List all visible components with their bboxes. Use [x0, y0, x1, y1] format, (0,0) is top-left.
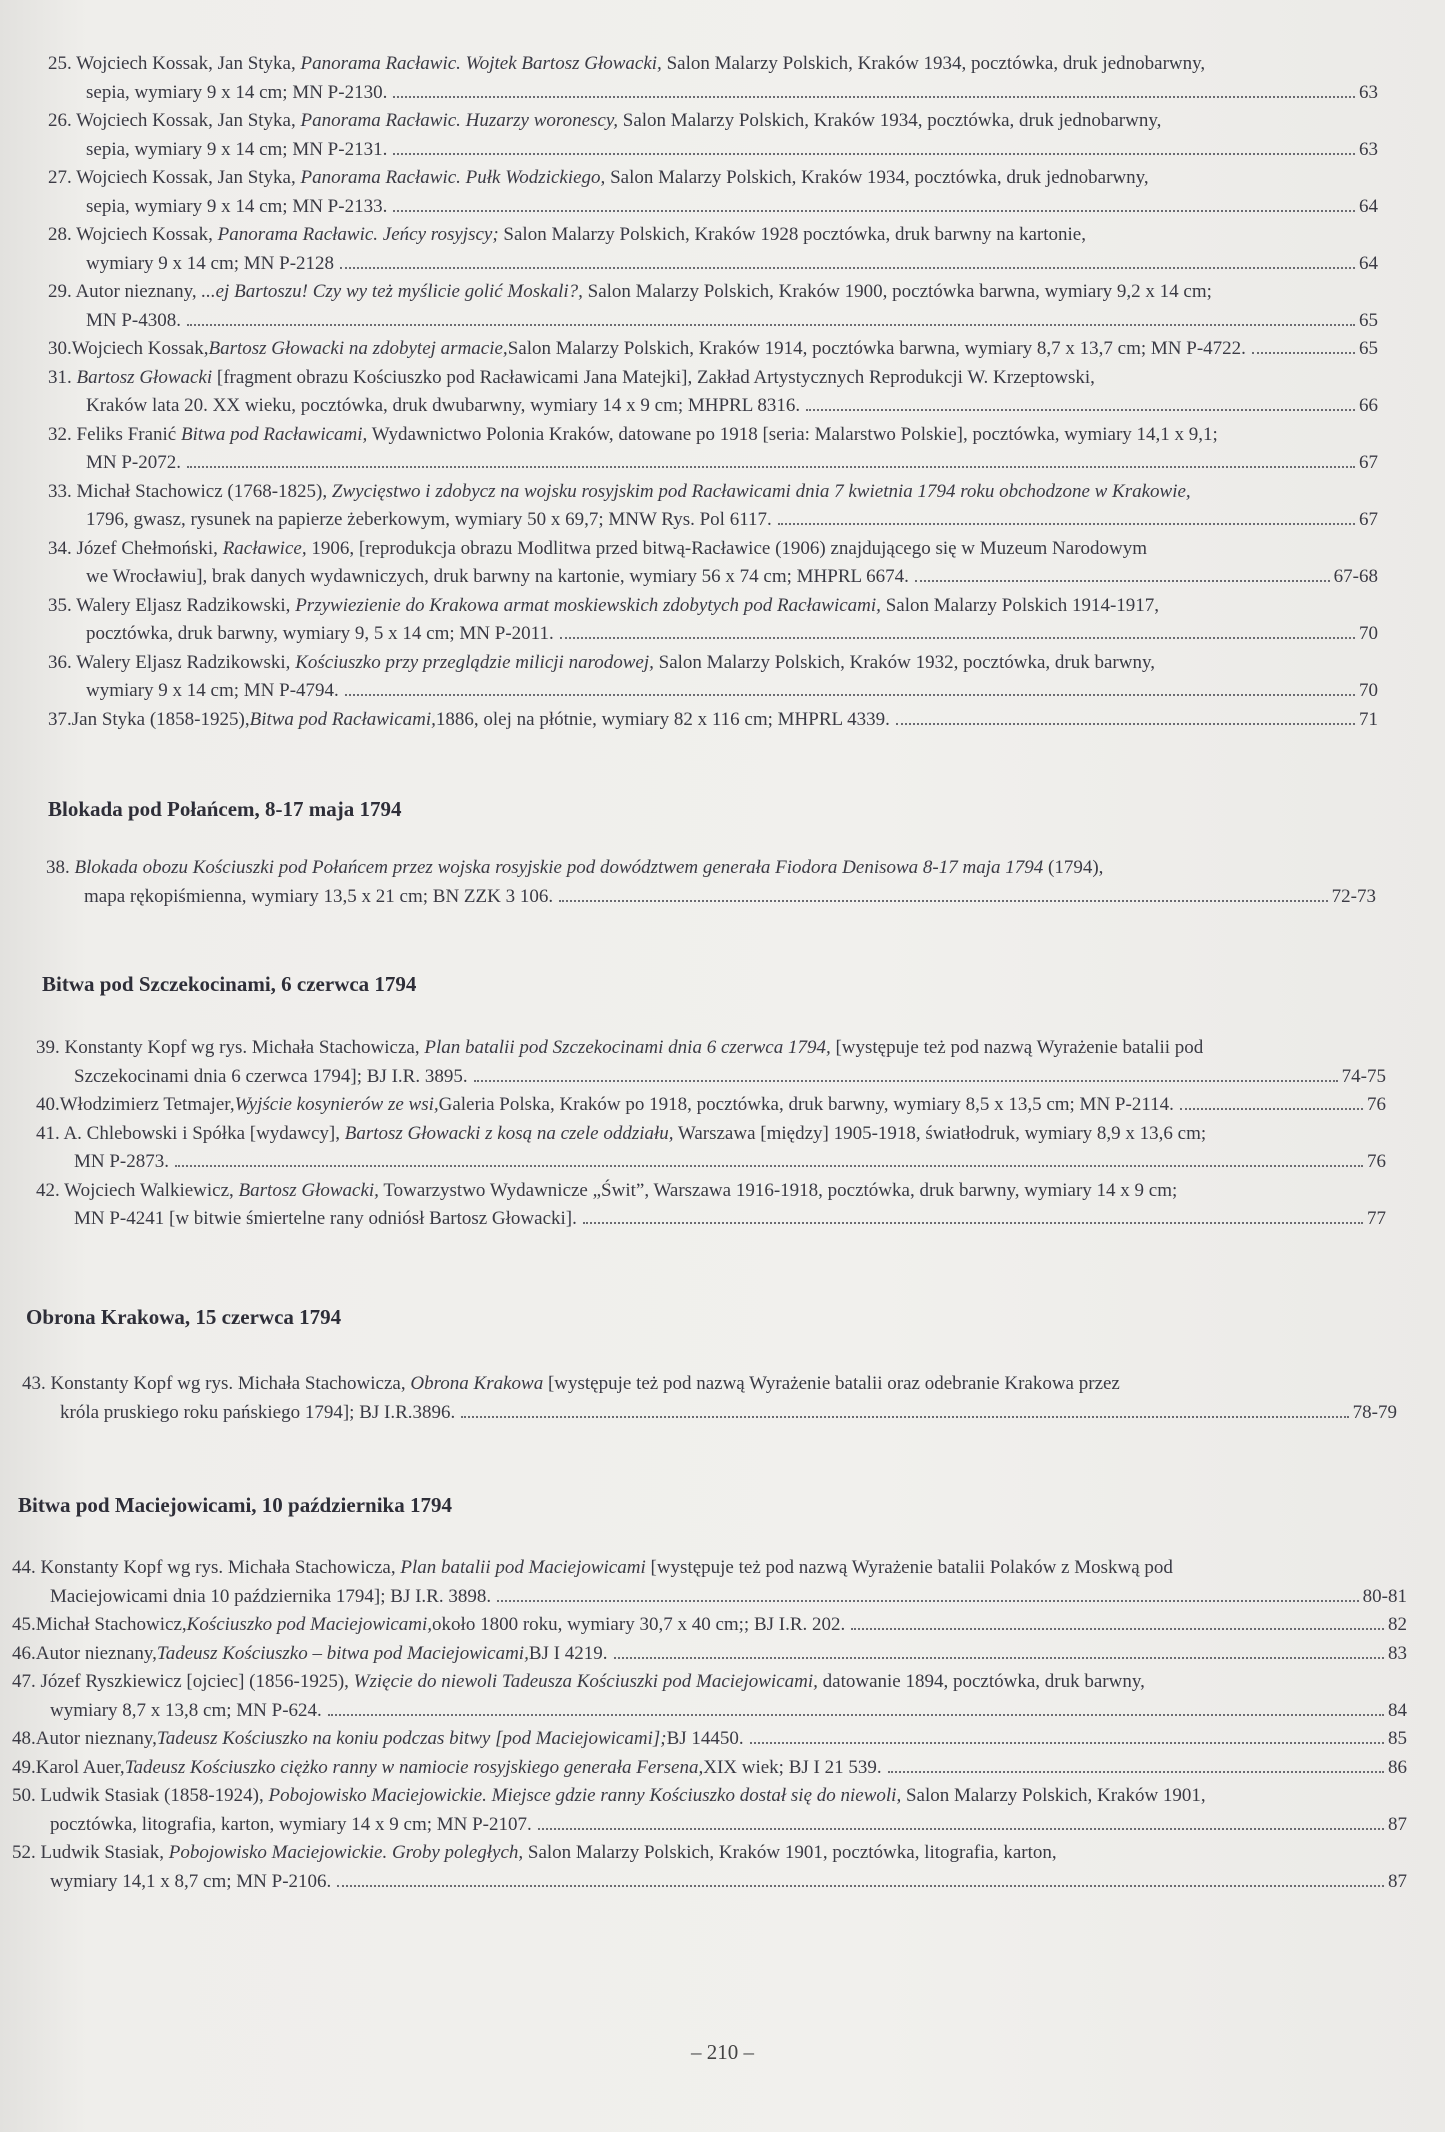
entry-details: [występuje też pod nazwą Wyrażenie batalii pod — [830, 1037, 1204, 1058]
entry-page-ref: 87 — [1388, 1870, 1407, 1892]
entry-number: 45. — [12, 1614, 36, 1635]
list-item — [12, 1754, 1407, 1783]
entry-page-ref: 67 — [1359, 452, 1378, 473]
list-item — [12, 1640, 1407, 1669]
entry-page-ref: 85 — [1388, 1728, 1407, 1749]
entry-details: Salon Malarzy Polskich, Kraków 1934, pocztówka, druk jednobarwny, — [661, 53, 1206, 74]
entry-title: Wyjście kosynierów ze wsi, — [234, 1094, 439, 1115]
entry-author: Autor nieznany, — [35, 1728, 157, 1749]
entry-title: Bartosz Głowacki z kosą na czele oddziału, — [344, 1122, 674, 1144]
entry-number: 31. — [48, 366, 72, 388]
entry-number: 37. — [48, 708, 72, 730]
entry-details: Salon Malarzy Polskich, Kraków 1914, pocztówka barwna, wymiary 8,7 x 13,7 cm; MN P-4722. — [507, 338, 1246, 359]
entry-title: Bitwa pod Racławicami, — [249, 708, 436, 730]
dot-leader — [888, 1771, 1384, 1773]
list-item — [48, 535, 1378, 592]
entry-page-ref: 80-81 — [1362, 1585, 1407, 1607]
list-item — [48, 221, 1378, 278]
entry-page-ref: 66 — [1359, 395, 1378, 416]
entry-continuation: wymiary 9 x 14 cm; MN P-2128 — [86, 252, 335, 274]
entry-details: około 1800 roku, wymiary 30,7 x 40 cm;; BJ I.R. 202. — [432, 1614, 846, 1635]
entry-title: Bartosz Głowacki — [76, 366, 213, 388]
entry-number: 50. — [12, 1785, 36, 1806]
dot-leader — [538, 1828, 1384, 1830]
entry-number: 49. — [12, 1756, 36, 1778]
list-item — [36, 1091, 1386, 1120]
entry-details: Wydawnictwo Polonia Kraków, datowane po 1918 [seria: Malarstwo Polskie], pocztówka, wymiary 14,1 x 9,1; — [367, 423, 1218, 445]
entry-title: Plan batalii pod Szczekocinami dnia 6 czerwca 1794, — [424, 1037, 831, 1058]
entry-author: Walery Eljasz Radzikowski, — [71, 594, 296, 616]
entry-number: 41. — [36, 1122, 60, 1144]
entry-number: 30. — [48, 338, 72, 359]
entry-page-ref: 70 — [1359, 623, 1378, 644]
entry-title: Kościuszko pod Maciejowicami, — [186, 1614, 433, 1635]
entry-author: Walery Eljasz Radzikowski, — [71, 651, 296, 673]
entry-number: 43. — [22, 1373, 46, 1394]
dot-leader — [559, 900, 1328, 902]
entry-details: Salon Malarzy Polskich, Kraków 1901, pocztówka, litografia, karton, — [523, 1842, 1057, 1863]
entry-details: [występuje też pod nazwą Wyrażenie batalii Polaków z Moskwą pod — [645, 1557, 1173, 1578]
entry-author: Wojciech Kossak, — [71, 338, 209, 359]
list-item — [12, 1782, 1407, 1839]
entry-continuation: 1796, gwasz, rysunek na papierze żeberkowym, wymiary 50 x 69,7; MNW Rys. Pol 6117. — [86, 509, 772, 530]
entry-author: Feliks Franić — [71, 423, 181, 445]
entry-continuation: wymiary 14,1 x 8,7 cm; MN P-2106. — [50, 1870, 332, 1892]
entry-title: Tadeusz Kościuszko ciężko ranny w namiocie rosyjskiego generała Fersena, — [124, 1756, 704, 1778]
entry-details: [występuje też pod nazwą Wyrażenie batalii oraz odebranie Krakowa przez — [543, 1373, 1120, 1394]
entry-author: Wojciech Kossak, — [71, 224, 218, 245]
entry-details: [fragment obrazu Kościuszko pod Racławicami Jana Matejki], Zakład Artystycznych Reprodukcji W. Krzeptowski, — [212, 366, 1095, 388]
entry-details: (1794), — [1043, 857, 1104, 878]
list-item — [48, 335, 1378, 364]
entry-title: Obrona Krakowa — [410, 1373, 544, 1394]
dot-leader — [393, 210, 1355, 212]
entry-details: Salon Malarzy Polskich 1914-1917, — [880, 594, 1160, 616]
dot-leader — [337, 1885, 1384, 1887]
list-item — [48, 706, 1378, 735]
list-item — [48, 50, 1378, 107]
entry-title: Tadeusz Kościuszko – bitwa pod Maciejowicami, — [156, 1642, 529, 1664]
entry-author: Ludwik Stasiak, — [35, 1842, 169, 1863]
dot-leader — [1252, 352, 1355, 354]
entry-continuation: we Wrocławiu], brak danych wydawniczych, druk barwny na kartonie, wymiary 56 x 74 cm; MHPRL 6674. — [86, 566, 909, 587]
dot-leader — [806, 409, 1355, 411]
entries-list-szczekociny — [36, 1034, 1386, 1234]
entry-details: Galeria Polska, Kraków po 1918, pocztówka, druk barwny, wymiary 8,5 x 13,5 cm; MN P-2114. — [438, 1094, 1174, 1115]
entry-details: Warszawa [między] 1905-1918, światłodruk, wymiary 8,9 x 13,6 cm; — [673, 1122, 1207, 1144]
entry-page-ref: 63 — [1359, 81, 1378, 103]
entry-author: Jan Styka (1858-1925), — [71, 708, 250, 730]
entry-continuation: sepia, wymiary 9 x 14 cm; MN P-2133. — [86, 195, 388, 217]
entry-number: 39. — [36, 1037, 60, 1058]
entry-number: 35. — [48, 594, 72, 616]
entry-author: Ludwik Stasiak (1858-1924), — [35, 1785, 269, 1806]
dot-leader — [497, 1600, 1359, 1602]
entry-continuation: wymiary 8,7 x 13,8 cm; MN P-624. — [50, 1699, 322, 1721]
entry-continuation: MN P-4241 [w bitwie śmiertelne rany odniósł Bartosz Głowacki]. — [74, 1208, 577, 1229]
entry-page-ref: 82 — [1388, 1614, 1407, 1635]
entry-page-ref: 74-75 — [1341, 1065, 1386, 1087]
entry-details: Salon Malarzy Polskich, Kraków 1934, pocztówka, druk jednobarwny, — [618, 110, 1162, 131]
entries-list-polaniec — [46, 854, 1376, 911]
entry-title: Pobojowisko Maciejowickie. Groby poległych, — [168, 1842, 524, 1863]
entries-list-krakow — [22, 1370, 1397, 1427]
entry-number: 29. — [48, 281, 72, 302]
entry-number: 27. — [48, 167, 72, 188]
entry-page-ref: 76 — [1367, 1151, 1386, 1172]
entry-details: 1886, olej na płótnie, wymiary 82 x 116 cm; MHPRL 4339. — [435, 708, 890, 730]
entry-details: Salon Malarzy Polskich, Kraków 1934, pocztówka, druk jednobarwny, — [605, 167, 1149, 188]
entry-title: Panorama Racławic. Pułk Wodzickiego, — [300, 167, 606, 188]
entry-page-ref: 77 — [1367, 1208, 1386, 1229]
entry-continuation: pocztówka, litografia, karton, wymiary 14 x 9 cm; MN P-2107. — [50, 1813, 532, 1835]
list-item — [48, 164, 1378, 221]
entry-details: BJ I 4219. — [528, 1642, 608, 1664]
list-item — [48, 364, 1378, 421]
list-item — [12, 1554, 1407, 1611]
entry-author: Wojciech Kossak, Jan Styka, — [71, 167, 301, 188]
entry-author: Michał Stachowicz (1768-1825), — [71, 480, 332, 502]
entry-title: Przywiezienie do Krakowa armat moskiewskich zdobytych pod Racławicami, — [295, 594, 881, 616]
entry-number: 34. — [48, 537, 72, 559]
entry-title: Tadeusz Kościuszko na koniu podczas bitwy [pod Maciejowicami]; — [156, 1728, 667, 1749]
list-item — [48, 107, 1378, 164]
entry-page-ref: 72-73 — [1331, 885, 1376, 907]
entry-page-ref: 63 — [1359, 138, 1378, 160]
entry-page-ref: 76 — [1367, 1094, 1386, 1115]
entry-continuation: króla pruskiego roku pańskiego 1794]; BJ I.R.3896. — [60, 1401, 456, 1423]
entry-details: Salon Malarzy Polskich, Kraków 1901, — [901, 1785, 1206, 1806]
entry-details: BJ 14450. — [666, 1728, 744, 1749]
entry-number: 47. — [12, 1671, 36, 1692]
entry-author: Autor nieznany, — [35, 1642, 157, 1664]
dot-leader — [750, 1742, 1384, 1744]
list-item — [36, 1034, 1386, 1091]
list-item — [12, 1725, 1407, 1754]
entry-continuation: MN P-4308. — [86, 309, 182, 331]
entry-continuation: pocztówka, druk barwny, wymiary 9, 5 x 14 cm; MN P-2011. — [86, 623, 554, 644]
dot-leader — [583, 1222, 1363, 1224]
list-item — [12, 1839, 1407, 1896]
entry-page-ref: 64 — [1359, 195, 1378, 217]
entry-author: Włodzimierz Tetmajer, — [59, 1094, 235, 1115]
list-item — [12, 1611, 1407, 1640]
entry-title: Wzięcie do niewoli Tadeusza Kościuszki pod Maciejowicami, — [353, 1671, 818, 1692]
entry-continuation: Szczekocinami dnia 6 czerwca 1794]; BJ I.R. 3895. — [74, 1065, 468, 1087]
entry-continuation: sepia, wymiary 9 x 14 cm; MN P-2131. — [86, 138, 388, 160]
list-item — [36, 1120, 1386, 1177]
section-heading: Obrona Krakowa, 15 czerwca 1794 — [26, 1305, 342, 1329]
entry-page-ref: 78-79 — [1352, 1401, 1397, 1423]
entry-author: Wojciech Walkiewicz, — [59, 1179, 239, 1201]
entry-author: Wojciech Kossak, Jan Styka, — [71, 53, 301, 74]
entry-page-ref: 83 — [1388, 1642, 1407, 1664]
entry-title: Racławice, — [222, 537, 307, 559]
dot-leader — [896, 723, 1355, 725]
entry-number: 38. — [46, 857, 70, 878]
entry-author: Michał Stachowicz, — [35, 1614, 187, 1635]
entry-details: Towarzystwo Wydawnicze „Świt”, Warszawa 1916-1918, pocztówka, druk barwny, wymiary 14 x 9 cm; — [378, 1179, 1178, 1201]
entry-page-ref: 67-68 — [1333, 566, 1378, 587]
list-item — [48, 592, 1378, 649]
dot-leader — [187, 324, 1355, 326]
entry-page-ref: 65 — [1359, 309, 1378, 331]
entry-author: Konstanty Kopf wg rys. Michała Stachowicza, — [45, 1373, 411, 1394]
dot-leader — [461, 1416, 1348, 1418]
dot-leader — [340, 267, 1355, 269]
entry-author: Józef Ryszkiewicz [ojciec] (1856-1925), — [35, 1671, 354, 1692]
entry-title: Plan batalii pod Maciejowicami — [400, 1557, 646, 1578]
entry-title: Pobojowisko Maciejowickie. Miejsce gdzie ranny Kościuszko dostał się do niewoli, — [268, 1785, 902, 1806]
page-number: – 210 – — [691, 2040, 754, 2064]
entry-continuation: MN P-2072. — [86, 452, 182, 473]
entry-title: ...ej Bartoszu! Czy wy też myślicie golić Moskali?, — [201, 281, 583, 302]
list-item — [48, 421, 1378, 478]
entry-title: Panorama Racławic. Jeńcy rosyjscy; — [217, 224, 499, 245]
section-heading: Blokada pod Połańcem, 8-17 maja 1794 — [48, 797, 402, 821]
entries-list-raclawice — [48, 50, 1378, 734]
entry-title: Blokada obozu Kościuszki pod Połańcem przez wojska rosyjskie pod dowództwem generała Fiodora Denisowa 8-17 maja 1794 — [74, 857, 1044, 878]
list-item — [12, 1668, 1407, 1725]
entry-number: 48. — [12, 1728, 36, 1749]
entry-author: Konstanty Kopf wg rys. Michała Stachowicza, — [59, 1037, 425, 1058]
dot-leader — [474, 1080, 1338, 1082]
dot-leader — [345, 694, 1355, 696]
list-item — [46, 854, 1376, 911]
entry-page-ref: 70 — [1359, 680, 1378, 701]
entry-number: 33. — [48, 480, 72, 502]
entry-continuation: sepia, wymiary 9 x 14 cm; MN P-2130. — [86, 81, 388, 103]
entry-details: Salon Malarzy Polskich, Kraków 1932, pocztówka, druk barwny, — [653, 651, 1155, 673]
entry-details: Salon Malarzy Polskich, Kraków 1900, pocztówka barwna, wymiary 9,2 x 14 cm; — [582, 281, 1212, 302]
entry-author: Wojciech Kossak, Jan Styka, — [71, 110, 301, 131]
dot-leader — [328, 1714, 1384, 1716]
dot-leader — [187, 466, 1355, 468]
entry-title: Bartosz Głowacki, — [238, 1179, 379, 1201]
entry-author: Karol Auer, — [35, 1756, 125, 1778]
entry-number: 28. — [48, 224, 72, 245]
entry-details: 1906, [reprodukcja obrazu Modlitwa przed bitwą-Racławice (1906) znajdującego się w Muzeum Narodowym — [306, 537, 1148, 559]
list-item — [36, 1177, 1386, 1234]
dot-leader — [778, 523, 1355, 525]
dot-leader — [393, 96, 1355, 98]
entry-continuation: Kraków lata 20. XX wieku, pocztówka, druk dwubarwny, wymiary 14 x 9 cm; MHPRL 8316. — [86, 395, 801, 416]
section-heading: Bitwa pod Maciejowicami, 10 października 1794 — [18, 1493, 452, 1517]
entry-title: Bitwa pod Racławicami, — [181, 423, 368, 445]
list-item — [48, 478, 1378, 535]
entry-page-ref: 71 — [1359, 708, 1378, 730]
entry-details: XIX wiek; BJ I 21 539. — [703, 1756, 882, 1778]
entry-page-ref: 67 — [1359, 509, 1378, 530]
list-item — [22, 1370, 1397, 1427]
entry-continuation: MN P-2873. — [74, 1151, 170, 1172]
entry-number: 25. — [48, 53, 72, 74]
entry-page-ref: 84 — [1388, 1699, 1407, 1721]
entry-page-ref: 87 — [1388, 1813, 1407, 1835]
entry-number: 44. — [12, 1557, 36, 1578]
entry-title: Panorama Racławic. Wojtek Bartosz Głowacki, — [300, 53, 662, 74]
entry-author: Konstanty Kopf wg rys. Michała Stachowicza, — [35, 1557, 401, 1578]
entry-number: 42. — [36, 1179, 60, 1201]
entry-author: Józef Chełmoński, — [71, 537, 223, 559]
entry-title: Zwycięstwo i zdobycz na wojsku rosyjskim pod Racławicami dnia 7 kwietnia 1794 roku obchodzone w Krakowie, — [331, 480, 1191, 502]
entry-author: Autor nieznany, — [71, 281, 202, 302]
list-item — [48, 278, 1378, 335]
list-item — [48, 649, 1378, 706]
entry-page-ref: 64 — [1359, 252, 1378, 274]
dot-leader — [915, 580, 1330, 582]
entry-continuation: mapa rękopiśmienna, wymiary 13,5 x 21 cm; BN ZZK 3 106. — [84, 885, 554, 907]
entry-number: 32. — [48, 423, 72, 445]
entry-author: A. Chlebowski i Spółka [wydawcy], — [59, 1122, 345, 1144]
entry-continuation: Maciejowicami dnia 10 października 1794]; BJ I.R. 3898. — [50, 1585, 492, 1607]
entries-list-maciejowice — [12, 1554, 1407, 1896]
entry-title: Bartosz Głowacki na zdobytej armacie, — [208, 338, 508, 359]
entry-page-ref: 65 — [1359, 338, 1378, 359]
dot-leader — [560, 637, 1355, 639]
entry-details: Salon Malarzy Polskich, Kraków 1928 pocztówka, druk barwny na kartonie, — [498, 224, 1086, 245]
dot-leader — [1180, 1108, 1363, 1110]
entry-number: 26. — [48, 110, 72, 131]
dot-leader — [175, 1165, 1363, 1167]
entry-number: 36. — [48, 651, 72, 673]
entry-number: 52. — [12, 1842, 36, 1863]
entry-title: Panorama Racławic. Huzarzy woronescy, — [300, 110, 619, 131]
entry-page-ref: 86 — [1388, 1756, 1407, 1778]
entry-title: Kościuszko przy przeglądzie milicji narodowej, — [295, 651, 654, 673]
entry-number: 40. — [36, 1094, 60, 1115]
entry-details: datowanie 1894, pocztówka, druk barwny, — [817, 1671, 1145, 1692]
section-heading: Bitwa pod Szczekocinami, 6 czerwca 1794 — [42, 972, 417, 996]
entry-number: 46. — [12, 1642, 36, 1664]
entry-continuation: wymiary 9 x 14 cm; MN P-4794. — [86, 680, 339, 701]
dot-leader — [851, 1628, 1384, 1630]
dot-leader — [614, 1657, 1385, 1659]
dot-leader — [393, 153, 1355, 155]
